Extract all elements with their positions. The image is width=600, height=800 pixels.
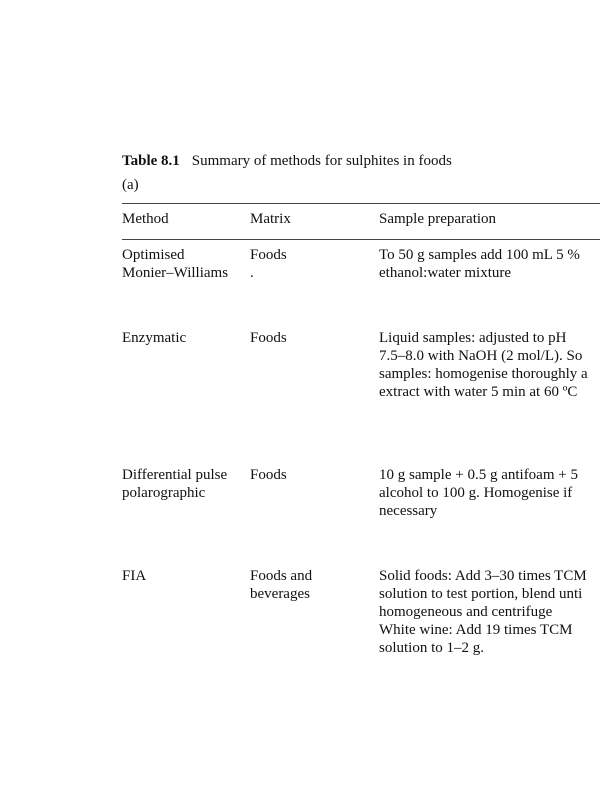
table-caption — [122, 152, 452, 170]
text-line: Foods — [250, 330, 287, 346]
row-1-method — [122, 246, 228, 282]
text-line: Optimised — [122, 247, 185, 263]
row-3-method — [122, 466, 227, 502]
row-3-sample-preparation — [379, 466, 578, 520]
header-method: Method — [122, 211, 169, 227]
text-line: alcohol to 100 g. Homogenise if — [379, 485, 573, 501]
text-line: . — [250, 265, 254, 281]
row-2-method — [122, 329, 186, 347]
table-part-label: (a) — [122, 177, 139, 193]
text-line: solution to 1–2 g. — [379, 640, 485, 656]
row-2-sample-preparation — [379, 329, 588, 401]
text-line: 7.5–8.0 with NaOH (2 mol/L). So — [379, 348, 583, 364]
text-line: Foods and — [250, 568, 313, 584]
text-line: Solid foods: Add 3–30 times TCM — [379, 568, 587, 584]
row-1-matrix — [250, 246, 287, 282]
table-top-rule — [122, 203, 600, 204]
header-matrix: Matrix — [250, 211, 291, 227]
text-line: beverages — [250, 586, 310, 602]
row-2-matrix — [250, 329, 287, 347]
row-4-method — [122, 567, 146, 585]
row-4-sample-preparation — [379, 567, 587, 657]
text-line: necessary — [379, 503, 438, 519]
table-title: Summary of methods for sulphites in foods — [191, 153, 452, 169]
text-line: 10 g sample + 0.5 g antifoam + 5 — [379, 467, 578, 483]
text-line: ethanol:water mixture — [379, 265, 512, 281]
text-line: FIA — [122, 568, 147, 584]
text-line: extract with water 5 min at 60 ºC — [379, 384, 578, 400]
text-line: Enzymatic — [122, 330, 187, 346]
row-3-matrix — [250, 466, 287, 484]
text-line: White wine: Add 19 times TCM — [379, 622, 573, 638]
text-line: homogeneous and centrifuge — [379, 604, 553, 620]
text-line: Liquid samples: adjusted to pH — [379, 330, 567, 346]
table-label: Table 8.1 — [122, 153, 180, 169]
text-line: polarographic — [122, 485, 206, 501]
table-header-rule — [122, 239, 600, 240]
row-1-sample-preparation — [379, 246, 580, 282]
text-line: Differential pulse — [122, 467, 228, 483]
text-line: Foods — [250, 247, 287, 263]
text-line: Monier–Williams — [122, 265, 229, 281]
text-line: samples: homogenise thoroughly a — [379, 366, 588, 382]
header-sample-preparation: Sample preparation — [379, 211, 497, 227]
text-line: solution to test portion, blend unti — [379, 586, 583, 602]
text-line: To 50 g samples add 100 mL 5 % — [379, 247, 580, 263]
text-line: Foods — [250, 467, 287, 483]
row-4-matrix — [250, 567, 312, 603]
